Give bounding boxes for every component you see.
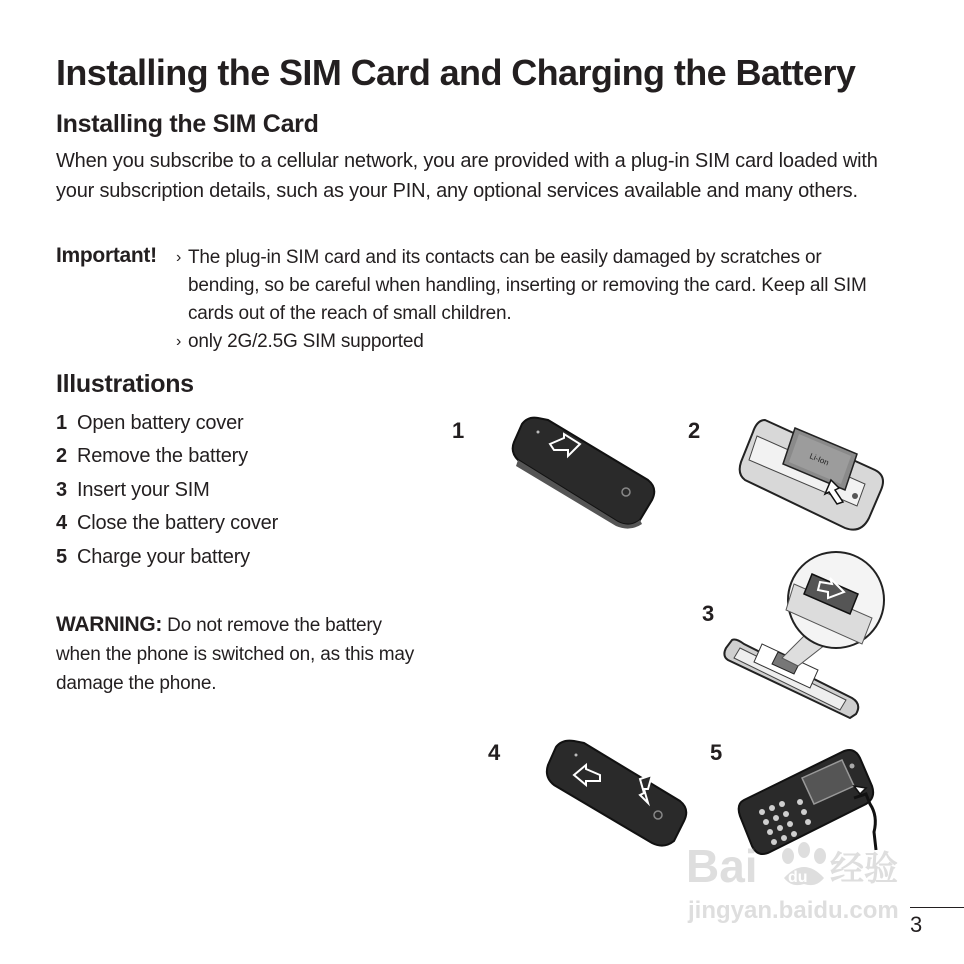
figure-label-1: 1 — [452, 418, 465, 443]
baidu-watermark-logo — [684, 822, 914, 930]
page-title: Installing the SIM Card and Charging the Battery — [56, 52, 856, 93]
step-text: Insert your SIM — [77, 478, 210, 501]
open-battery-cover-illustration — [508, 410, 668, 535]
list-item — [56, 507, 416, 540]
list-item — [56, 541, 416, 574]
step-number: 3 — [56, 478, 67, 501]
svg-text:Bai: Bai — [686, 840, 758, 892]
list-item — [56, 440, 416, 473]
step-text: Charge your battery — [77, 545, 250, 568]
page-number-rule — [910, 907, 964, 908]
figure-label-2: 2 — [688, 418, 701, 443]
important-notes — [176, 244, 896, 356]
step-text: Close the battery cover — [77, 512, 279, 535]
important-label: Important! — [56, 244, 157, 267]
sim-intro-paragraph: When you subscribe to a cellular network, you are provided with a plug-in SIM card loaded with your subscription details, such as your PIN, any optional services available and many others. — [56, 150, 878, 202]
step-text: Open battery cover — [77, 412, 244, 434]
bullet-chevron-icon: › — [176, 249, 182, 266]
insert-sim-illustration — [722, 548, 892, 720]
figure-label-4: 4 — [488, 740, 501, 765]
important-note-2 — [176, 328, 896, 356]
step-number: 2 — [56, 445, 67, 468]
figure-label-5: 5 — [710, 740, 723, 765]
step-text: Remove the battery — [77, 445, 248, 468]
warning-note — [56, 610, 426, 698]
remove-battery-illustration — [735, 410, 890, 540]
close-battery-cover-illustration — [540, 735, 692, 853]
step-number: 5 — [56, 545, 67, 568]
svg-text:du: du — [788, 869, 808, 886]
important-note-text: only 2G/2.5G SIM supported — [188, 331, 424, 352]
svg-text:经验: 经验 — [830, 849, 898, 889]
sim-section-heading: Installing the SIM Card — [56, 110, 319, 138]
important-note-text: The plug-in SIM card and its contacts can be easily damaged by scratches or bending, so be careful when handling, inserting or removing the card. Keep all SIM cards out of the reach of small children. — [188, 247, 867, 324]
important-note-1 — [176, 244, 896, 328]
illustration-steps-list — [56, 407, 416, 574]
step-number: 1 — [56, 412, 67, 434]
warning-label: WARNING: — [56, 613, 163, 636]
bullet-chevron-icon: › — [176, 333, 182, 350]
svg-text:jingyan.baidu.com: jingyan.baidu.com — [688, 897, 899, 924]
figure-label-3: 3 — [702, 601, 715, 626]
list-item — [56, 474, 416, 507]
warning-text: Do not remove the battery when the phone is switched on, as this may damage the phone. — [56, 615, 415, 694]
illustrations-heading: Illustrations — [56, 370, 194, 398]
page-number: 3 — [910, 912, 923, 937]
list-item — [56, 407, 416, 440]
svg-text:Li-Ion: Li-Ion — [808, 451, 831, 468]
step-number: 4 — [56, 512, 67, 535]
